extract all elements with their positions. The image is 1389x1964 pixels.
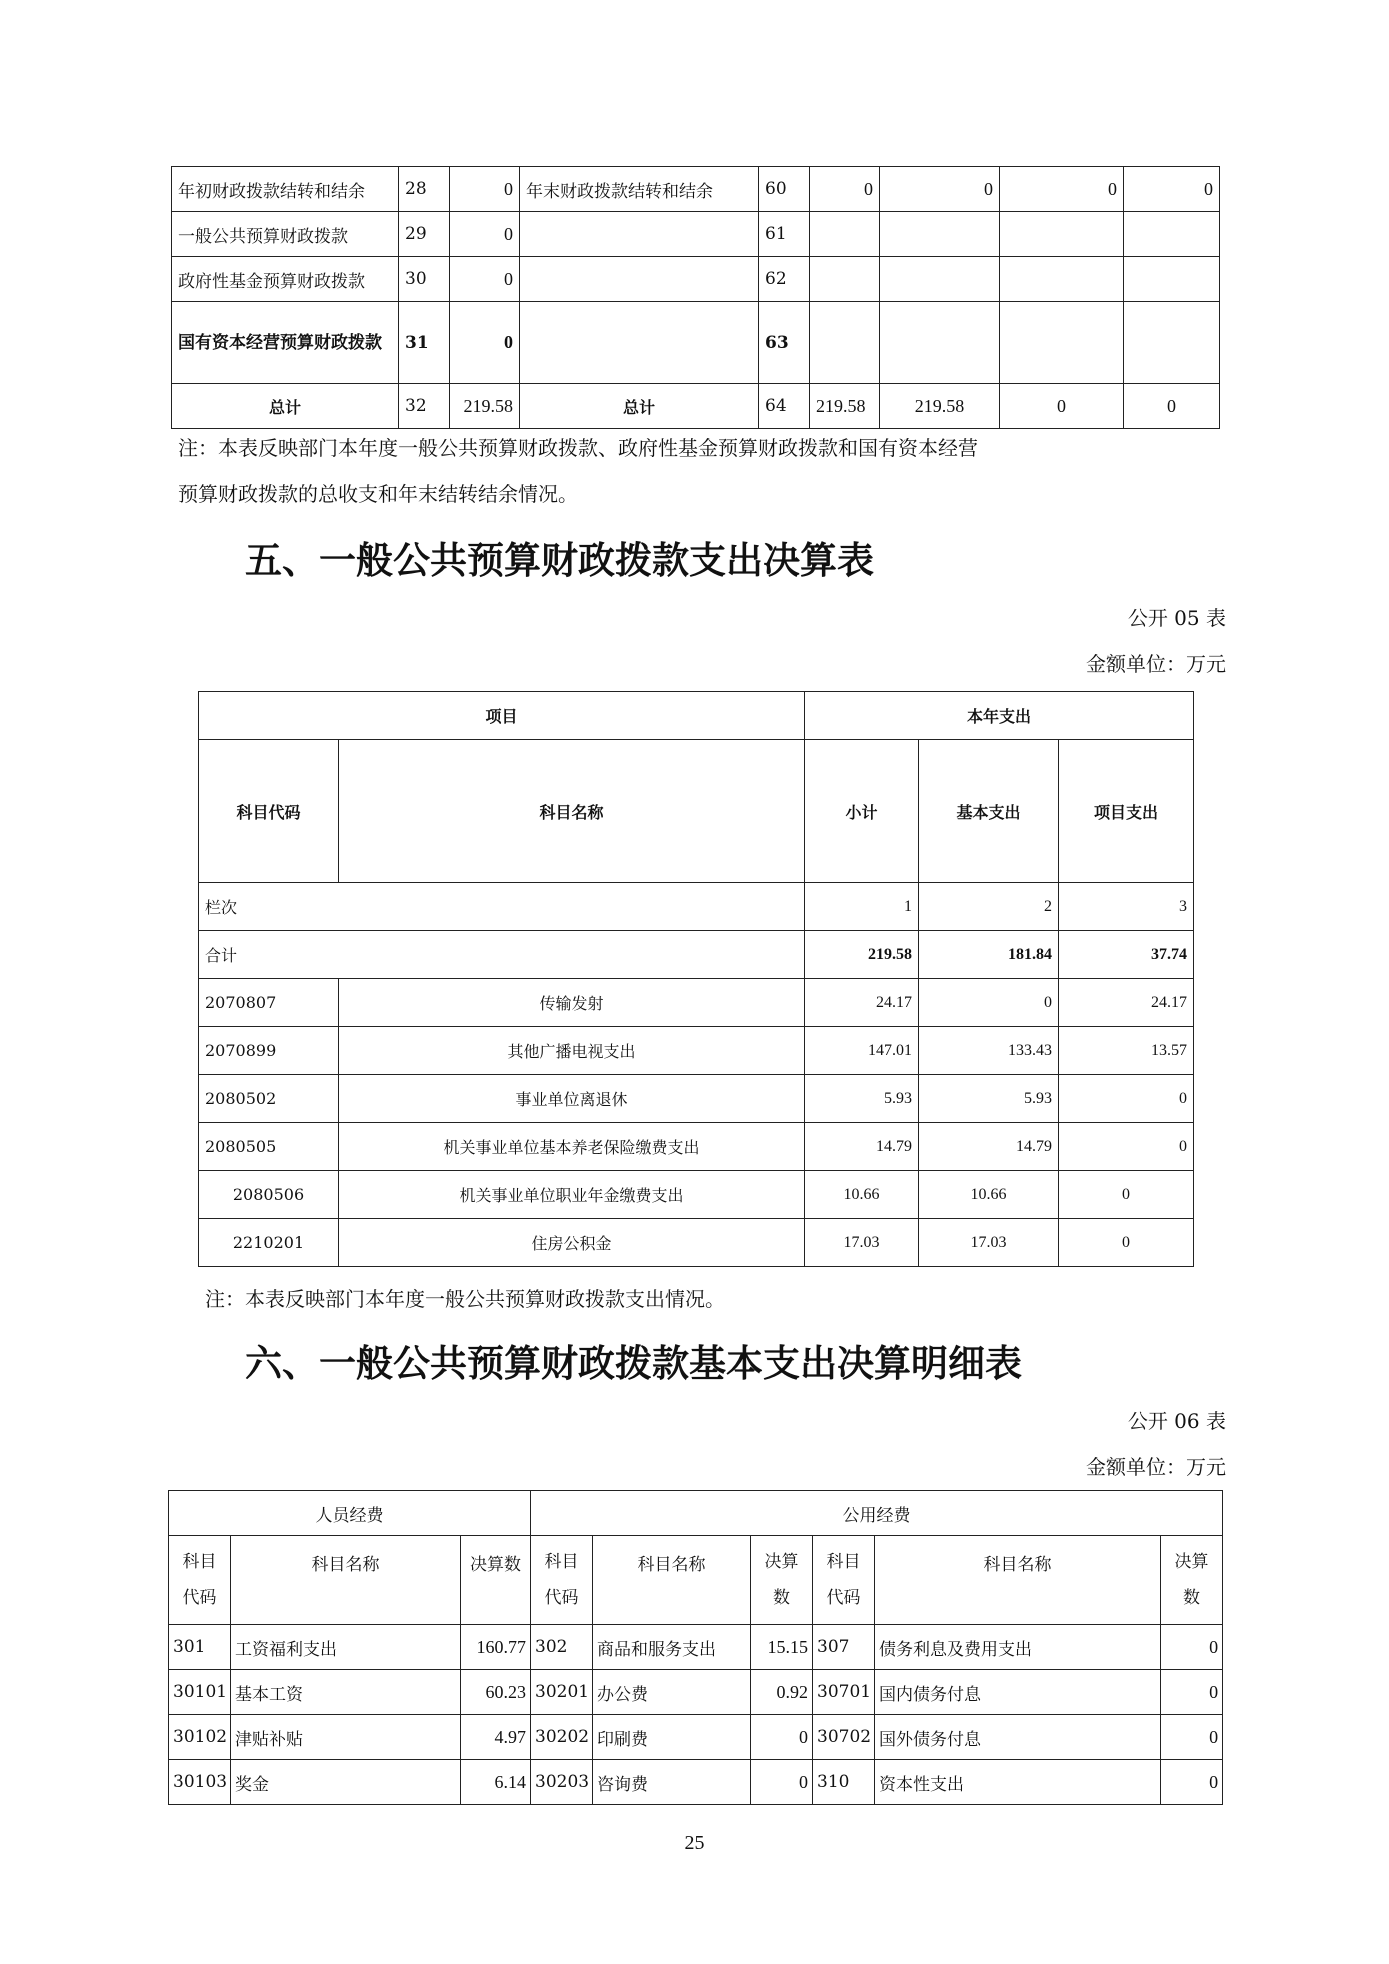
item-code: 30203 — [531, 1760, 593, 1805]
total-value: 219.58 — [450, 384, 520, 429]
header-row — [169, 1491, 1223, 1536]
item-name: 传输发射 — [339, 979, 805, 1027]
cell-value — [1000, 257, 1124, 302]
item-name: 债务利息及费用支出 — [875, 1625, 1161, 1670]
column-index: 2 — [919, 883, 1059, 931]
row-label: 一般公共预算财政拨款 — [172, 212, 399, 257]
header-public: 公用经费 — [531, 1491, 1223, 1536]
item-project: 24.17 — [1059, 979, 1194, 1027]
item-name: 津贴补贴 — [231, 1715, 461, 1760]
item-code: 2070807 — [199, 979, 339, 1027]
column-index: 1 — [805, 883, 919, 931]
row-number: 30 — [399, 257, 450, 302]
table-number: 公开 06 表 — [1127, 1409, 1226, 1433]
row-label-right — [520, 302, 759, 384]
item-code: 30702 — [813, 1715, 875, 1760]
total-row — [172, 384, 1220, 429]
cell-value — [810, 212, 880, 257]
row-number-right: 60 — [759, 167, 810, 212]
table-row — [169, 1670, 1223, 1715]
item-name: 资本性支出 — [875, 1760, 1161, 1805]
item-name: 国外债务付息 — [875, 1715, 1161, 1760]
row-number-right: 64 — [759, 384, 810, 429]
item-amount: 0 — [1161, 1760, 1223, 1805]
header-basic: 基本支出 — [919, 740, 1059, 883]
total-label: 总计 — [172, 384, 399, 429]
expenditure-table — [198, 691, 1194, 1267]
item-code: 30101 — [169, 1670, 231, 1715]
item-project: 0 — [1059, 1219, 1194, 1267]
item-subtotal: 17.03 — [805, 1219, 919, 1267]
table-row — [199, 1123, 1194, 1171]
header-code: 科目 代码 — [531, 1536, 593, 1625]
item-code: 302 — [531, 1625, 593, 1670]
column-index-row — [199, 883, 1194, 931]
cell-value — [1124, 212, 1220, 257]
item-subtotal: 14.79 — [805, 1123, 919, 1171]
item-project: 0 — [1059, 1171, 1194, 1219]
table-row — [169, 1625, 1223, 1670]
item-code: 2080505 — [199, 1123, 339, 1171]
header-row — [199, 692, 1194, 740]
item-name: 其他广播电视支出 — [339, 1027, 805, 1075]
row-value: 0 — [450, 257, 520, 302]
total-value: 219.58 — [810, 384, 880, 429]
item-subtotal: 10.66 — [805, 1171, 919, 1219]
header-code: 科目 代码 — [813, 1536, 875, 1625]
table-row — [169, 1760, 1223, 1805]
table-row — [199, 1027, 1194, 1075]
header-name: 科目名称 — [231, 1536, 461, 1625]
header-amount: 决算 数 — [751, 1536, 813, 1625]
row-number: 28 — [399, 167, 450, 212]
header-amount: 决算数 — [461, 1536, 531, 1625]
row-label: 政府性基金预算财政拨款 — [172, 257, 399, 302]
header-row — [199, 740, 1194, 883]
row-number-right: 63 — [759, 302, 810, 384]
table-row — [169, 1715, 1223, 1760]
header-project-exp: 项目支出 — [1059, 740, 1194, 883]
row-label-right: 年末财政拨款结转和结余 — [520, 167, 759, 212]
row-number-right: 61 — [759, 212, 810, 257]
item-amount: 0 — [1161, 1715, 1223, 1760]
item-amount: 0 — [751, 1760, 813, 1805]
total-value: 0 — [1000, 384, 1124, 429]
row-number: 31 — [399, 302, 450, 384]
row-label: 年初财政拨款结转和结余 — [172, 167, 399, 212]
item-code: 30701 — [813, 1670, 875, 1715]
item-name: 国内债务付息 — [875, 1670, 1161, 1715]
item-code: 30201 — [531, 1670, 593, 1715]
section-title: 六、一般公共预算财政拨款基本支出决算明细表 — [245, 1342, 1022, 1385]
cell-value — [880, 257, 1000, 302]
item-project: 0 — [1059, 1075, 1194, 1123]
item-amount: 0 — [1161, 1670, 1223, 1715]
page-number: 25 — [684, 1832, 705, 1854]
item-code: 2080506 — [199, 1171, 339, 1219]
item-amount: 0 — [751, 1715, 813, 1760]
table-row — [199, 1171, 1194, 1219]
item-amount: 0.92 — [751, 1670, 813, 1715]
item-amount: 60.23 — [461, 1670, 531, 1715]
item-subtotal: 24.17 — [805, 979, 919, 1027]
header-project: 项目 — [199, 692, 805, 740]
row-number: 29 — [399, 212, 450, 257]
total-label: 合计 — [199, 931, 805, 979]
item-name: 办公费 — [593, 1670, 751, 1715]
item-basic: 14.79 — [919, 1123, 1059, 1171]
item-subtotal: 147.01 — [805, 1027, 919, 1075]
table-row — [172, 212, 1220, 257]
fiscal-summary-table — [171, 166, 1220, 429]
section-title: 五、一般公共预算财政拨款支出决算表 — [245, 539, 874, 582]
item-amount: 6.14 — [461, 1760, 531, 1805]
item-basic: 133.43 — [919, 1027, 1059, 1075]
total-project: 37.74 — [1059, 931, 1194, 979]
unit-label: 金额单位：万元 — [1086, 1455, 1226, 1479]
item-basic: 0 — [919, 979, 1059, 1027]
item-code: 30102 — [169, 1715, 231, 1760]
unit-label: 金额单位：万元 — [1086, 652, 1226, 676]
row-label-right — [520, 257, 759, 302]
table-row — [172, 302, 1220, 384]
basic-expenditure-detail-table — [168, 1490, 1223, 1805]
cell-value — [1124, 302, 1220, 384]
item-name: 印刷费 — [593, 1715, 751, 1760]
item-name: 工资福利支出 — [231, 1625, 461, 1670]
total-row — [199, 931, 1194, 979]
cell-value: 0 — [1000, 167, 1124, 212]
item-code: 2080502 — [199, 1075, 339, 1123]
table-number: 公开 05 表 — [1127, 606, 1226, 630]
total-subtotal: 219.58 — [805, 931, 919, 979]
row-label-right — [520, 212, 759, 257]
cell-value: 0 — [1124, 167, 1220, 212]
item-project: 0 — [1059, 1123, 1194, 1171]
item-name: 机关事业单位基本养老保险缴费支出 — [339, 1123, 805, 1171]
row-value: 0 — [450, 167, 520, 212]
item-subtotal: 5.93 — [805, 1075, 919, 1123]
cell-value: 0 — [880, 167, 1000, 212]
table-row — [199, 979, 1194, 1027]
total-value: 0 — [1124, 384, 1220, 429]
cell-value: 0 — [810, 167, 880, 212]
header-name: 科目名称 — [875, 1536, 1161, 1625]
item-name: 事业单位离退休 — [339, 1075, 805, 1123]
table-row — [172, 257, 1220, 302]
item-amount: 160.77 — [461, 1625, 531, 1670]
table-row — [199, 1075, 1194, 1123]
row-number: 32 — [399, 384, 450, 429]
header-amount: 决算 数 — [1161, 1536, 1223, 1625]
header-code: 科目代码 — [199, 740, 339, 883]
cell-value — [1000, 302, 1124, 384]
item-code: 307 — [813, 1625, 875, 1670]
item-basic: 17.03 — [919, 1219, 1059, 1267]
cell-value — [880, 302, 1000, 384]
table-row — [199, 1219, 1194, 1267]
item-name: 奖金 — [231, 1760, 461, 1805]
total-basic: 181.84 — [919, 931, 1059, 979]
header-subtotal: 小计 — [805, 740, 919, 883]
header-name: 科目名称 — [593, 1536, 751, 1625]
item-amount: 15.15 — [751, 1625, 813, 1670]
cell-value — [1000, 212, 1124, 257]
item-basic: 5.93 — [919, 1075, 1059, 1123]
column-index: 3 — [1059, 883, 1194, 931]
item-code: 30202 — [531, 1715, 593, 1760]
cell-value — [810, 302, 880, 384]
cell-value — [1124, 257, 1220, 302]
total-value: 219.58 — [880, 384, 1000, 429]
header-row — [169, 1536, 1223, 1625]
table-row — [172, 167, 1220, 212]
item-amount: 0 — [1161, 1625, 1223, 1670]
header-current-year: 本年支出 — [805, 692, 1194, 740]
item-code: 310 — [813, 1760, 875, 1805]
column-index-label: 栏次 — [199, 883, 805, 931]
row-value: 0 — [450, 302, 520, 384]
header-code: 科目 代码 — [169, 1536, 231, 1625]
row-number-right: 62 — [759, 257, 810, 302]
item-name: 商品和服务支出 — [593, 1625, 751, 1670]
total-label-right: 总计 — [520, 384, 759, 429]
header-personnel: 人员经费 — [169, 1491, 531, 1536]
item-name: 基本工资 — [231, 1670, 461, 1715]
item-project: 13.57 — [1059, 1027, 1194, 1075]
item-name: 机关事业单位职业年金缴费支出 — [339, 1171, 805, 1219]
table-note: 注：本表反映部门本年度一般公共预算财政拨款、政府性基金预算财政拨款和国有资本经营 — [178, 436, 978, 460]
item-code: 30103 — [169, 1760, 231, 1805]
row-value: 0 — [450, 212, 520, 257]
header-name: 科目名称 — [339, 740, 805, 883]
item-code: 2070899 — [199, 1027, 339, 1075]
cell-value — [880, 212, 1000, 257]
item-code: 2210201 — [199, 1219, 339, 1267]
table-note: 预算财政拨款的总收支和年末结转结余情况。 — [178, 482, 578, 506]
row-label: 国有资本经营预算财政拨款 — [172, 302, 399, 384]
table-note: 注：本表反映部门本年度一般公共预算财政拨款支出情况。 — [205, 1287, 725, 1311]
item-basic: 10.66 — [919, 1171, 1059, 1219]
item-code: 301 — [169, 1625, 231, 1670]
item-name: 住房公积金 — [339, 1219, 805, 1267]
item-amount: 4.97 — [461, 1715, 531, 1760]
item-name: 咨询费 — [593, 1760, 751, 1805]
cell-value — [810, 257, 880, 302]
